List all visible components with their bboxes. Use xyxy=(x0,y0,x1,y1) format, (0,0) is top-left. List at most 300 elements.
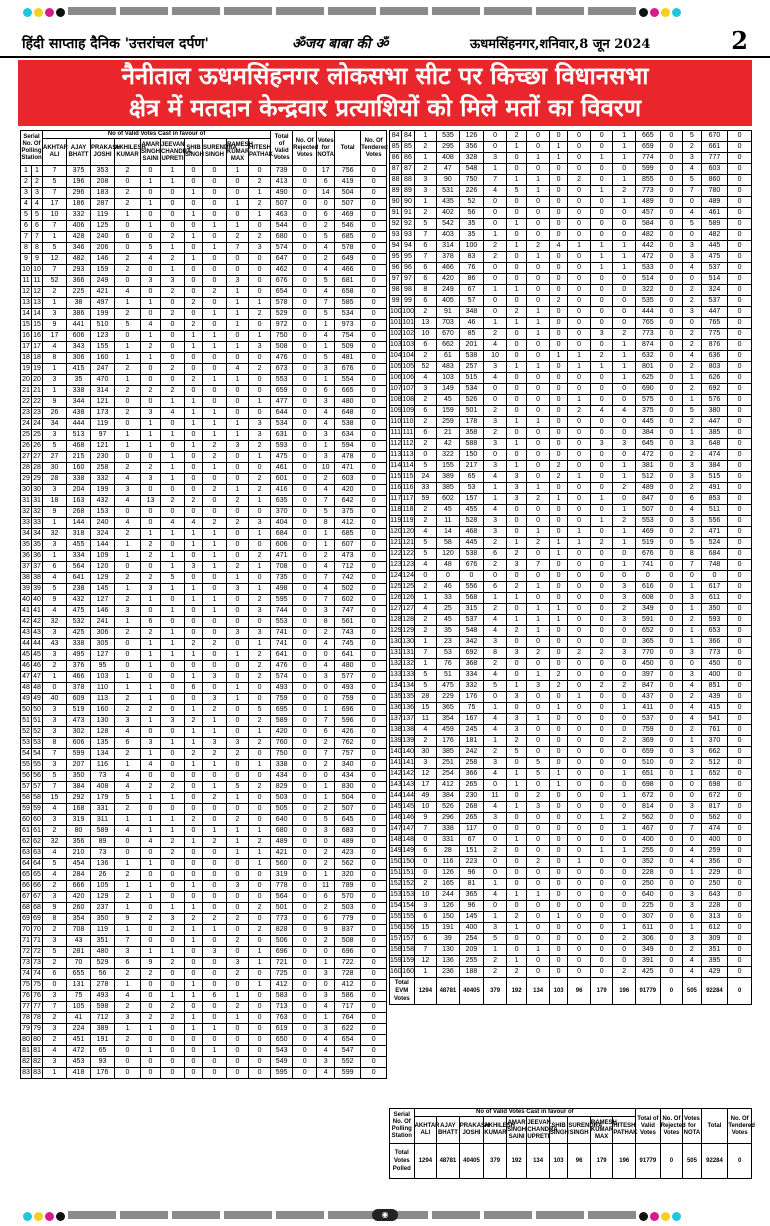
table-cell: 0 xyxy=(141,375,161,386)
table-cell: 30 xyxy=(414,747,437,758)
table-cell: 2 xyxy=(115,705,141,716)
table-row xyxy=(390,494,752,505)
table-cell: 400 xyxy=(635,835,660,846)
table-cell: 681 xyxy=(335,276,361,287)
table-cell: 0 xyxy=(293,716,317,727)
table-cell: 51 xyxy=(21,716,32,727)
table-cell: 2 xyxy=(613,516,636,527)
table-cell: 2 xyxy=(484,967,507,978)
table-cell: 0 xyxy=(203,188,227,199)
table-cell: 0 xyxy=(590,615,613,626)
table-cell: 99 xyxy=(390,296,402,307)
table-cell: 0 xyxy=(527,725,550,736)
table-cell: 1 xyxy=(185,397,203,408)
registration-bar xyxy=(224,7,272,15)
table-cell: 71 xyxy=(32,936,43,947)
table-cell: 2 xyxy=(43,1035,67,1046)
table-cell: 2 xyxy=(683,692,701,703)
table-cell: 132 xyxy=(390,659,402,670)
registration-dot-icon xyxy=(34,1212,43,1221)
table-cell: 853 xyxy=(701,494,728,505)
table-cell: 601 xyxy=(271,474,293,485)
table-cell: 3 xyxy=(414,758,437,769)
table-cell: 0 xyxy=(414,571,437,582)
table-cell: 254 xyxy=(437,769,460,780)
table-cell: 0 xyxy=(185,430,203,441)
table-cell: 0 xyxy=(249,221,271,232)
table-cell: 507 xyxy=(635,505,660,516)
table-cell: 0 xyxy=(590,956,613,967)
table-cell: 131 xyxy=(402,648,414,659)
table-cell: 117 xyxy=(459,824,484,835)
table-cell: 0 xyxy=(141,309,161,320)
table-cell: 0 xyxy=(141,980,161,991)
table-cell: 385 xyxy=(437,483,460,494)
table-cell: 3 xyxy=(203,738,227,749)
table-cell: 0 xyxy=(115,276,141,287)
table-cell: 6 xyxy=(115,232,141,243)
table-cell: 3 xyxy=(161,914,185,925)
table-cell: 0 xyxy=(293,309,317,320)
table-cell: 7 xyxy=(227,243,249,254)
table-cell: 0 xyxy=(249,320,271,331)
table-cell: 0 xyxy=(185,892,203,903)
table-cell: 2 xyxy=(317,474,335,485)
table-cell: 128 xyxy=(390,615,402,626)
table-cell: 1 xyxy=(484,879,507,890)
table-cell: 1 xyxy=(249,760,271,771)
table-cell: 0 xyxy=(361,485,387,496)
table-cell: 0 xyxy=(590,758,613,769)
summary-value-cell: 505 xyxy=(683,1144,701,1179)
table-row xyxy=(21,969,387,980)
table-cell: 472 xyxy=(635,450,660,461)
table-cell: 1 xyxy=(227,694,249,705)
table-cell: 112 xyxy=(402,439,414,450)
table-cell: 160 xyxy=(67,463,91,474)
table-row xyxy=(390,615,752,626)
table-cell: 0 xyxy=(660,912,683,923)
table-cell: 4 xyxy=(549,241,567,252)
registration-bar xyxy=(588,1211,636,1219)
table-row xyxy=(390,736,752,747)
table-cell: 16 xyxy=(21,331,32,342)
table-cell: 3 xyxy=(43,716,67,727)
table-cell: 0 xyxy=(249,375,271,386)
table-cell: 0 xyxy=(527,395,550,406)
table-cell: 313 xyxy=(701,912,728,923)
table-cell: 95 xyxy=(390,252,402,263)
table-cell: 1 xyxy=(590,846,613,857)
table-cell: 0 xyxy=(728,263,752,274)
table-cell: 5 xyxy=(683,406,701,417)
table-cell: 5 xyxy=(484,681,507,692)
table-cell: 92 xyxy=(390,219,402,230)
table-cell: 126 xyxy=(437,901,460,912)
table-cell: 0 xyxy=(414,835,437,846)
table-cell: 5 xyxy=(317,353,335,364)
table-cell: 0 xyxy=(590,164,613,175)
table-cell: 1 xyxy=(203,727,227,738)
table-cell: 0 xyxy=(549,813,567,824)
newspaper-name: हिंदी साप्ताह दैनिक 'उत्तरांचल दर्पण' xyxy=(22,35,209,52)
table-cell: 480 xyxy=(335,661,361,672)
table-cell: 2 xyxy=(115,386,141,397)
table-row xyxy=(21,705,387,716)
table-cell: 210 xyxy=(67,848,91,859)
table-cell: 129 xyxy=(91,892,115,903)
table-cell: 0 xyxy=(660,670,683,681)
table-cell: 0 xyxy=(613,450,636,461)
table-cell: 113 xyxy=(91,694,115,705)
table-cell: 489 xyxy=(335,837,361,848)
table-cell: 1 xyxy=(115,903,141,914)
table-cell: 735 xyxy=(271,573,293,584)
table-cell: 0 xyxy=(506,846,527,857)
table-cell: 0 xyxy=(728,329,752,340)
table-cell: 0 xyxy=(161,617,185,628)
table-cell: 0 xyxy=(293,639,317,650)
table-cell: 0 xyxy=(361,980,387,991)
total-cell: 48781 xyxy=(437,978,460,1005)
table-cell: 89 xyxy=(91,837,115,848)
registration-bar xyxy=(328,7,376,15)
table-cell: 3 xyxy=(43,1057,67,1068)
table-cell: 73 xyxy=(21,958,32,969)
table-cell: 159 xyxy=(390,956,402,967)
table-cell: 0 xyxy=(613,901,636,912)
table-row xyxy=(21,925,387,936)
table-cell: 0 xyxy=(568,263,591,274)
table-row xyxy=(21,595,387,606)
table-cell: 4 xyxy=(317,265,335,276)
column-header: Total xyxy=(335,131,361,166)
total-cell: 0 xyxy=(660,978,683,1005)
table-cell: 0 xyxy=(203,771,227,782)
table-cell: 0 xyxy=(293,562,317,573)
table-row xyxy=(21,441,387,452)
table-cell: 0 xyxy=(728,549,752,560)
table-cell: 0 xyxy=(660,252,683,263)
table-cell: 0 xyxy=(728,406,752,417)
table-cell: 3 xyxy=(227,958,249,969)
table-cell: 0 xyxy=(361,881,387,892)
table-cell: 0 xyxy=(293,628,317,639)
table-cell: 1 xyxy=(141,683,161,694)
table-cell: 0 xyxy=(484,142,507,153)
table-cell: 0 xyxy=(293,254,317,265)
table-cell: 199 xyxy=(91,485,115,496)
table-cell: 599 xyxy=(635,164,660,175)
table-cell: 176 xyxy=(91,1068,115,1079)
table-cell: 0 xyxy=(728,835,752,846)
table-cell: 0 xyxy=(568,153,591,164)
table-cell: 54 xyxy=(32,749,43,760)
table-cell: 0 xyxy=(660,395,683,406)
table-cell: 7 xyxy=(414,230,437,241)
table-cell: 0 xyxy=(506,329,527,340)
table-cell: 90 xyxy=(437,175,460,186)
table-cell: 507 xyxy=(271,199,293,210)
table-cell: 510 xyxy=(635,758,660,769)
table-cell: 1 xyxy=(203,419,227,430)
table-cell: 0 xyxy=(590,659,613,670)
table-cell: 0 xyxy=(506,296,527,307)
table-cell: 2 xyxy=(249,925,271,936)
table-cell: 0 xyxy=(549,384,567,395)
table-cell: 419 xyxy=(335,177,361,188)
table-cell: 4 xyxy=(683,857,701,868)
table-row xyxy=(21,694,387,705)
table-cell: 3 xyxy=(683,648,701,659)
registration-dot-icon xyxy=(661,8,670,17)
table-cell: 1 xyxy=(506,219,527,230)
table-cell: 0 xyxy=(185,628,203,639)
table-row xyxy=(390,868,752,879)
table-cell: 0 xyxy=(549,406,567,417)
table-cell: 0 xyxy=(141,672,161,683)
table-cell: 1 xyxy=(185,595,203,606)
table-cell: 0 xyxy=(728,604,752,615)
table-cell: 1 xyxy=(203,1046,227,1057)
table-cell: 0 xyxy=(590,736,613,747)
table-cell: 342 xyxy=(459,637,484,648)
table-cell: 0 xyxy=(115,507,141,518)
table-cell: 19 xyxy=(21,364,32,375)
table-cell: 6 xyxy=(414,846,437,857)
table-cell: 126 xyxy=(390,593,402,604)
table-cell: 595 xyxy=(271,595,293,606)
table-cell: 2 xyxy=(161,287,185,298)
table-cell: 127 xyxy=(91,650,115,661)
table-cell: 332 xyxy=(459,681,484,692)
table-cell: 1 xyxy=(141,353,161,364)
table-cell: 0 xyxy=(227,1046,249,1057)
table-cell: 107 xyxy=(402,384,414,395)
table-cell: 0 xyxy=(293,463,317,474)
table-cell: 0 xyxy=(361,243,387,254)
table-cell: 0 xyxy=(728,637,752,648)
table-cell: 529 xyxy=(91,958,115,969)
table-row xyxy=(390,461,752,472)
table-cell: 0 xyxy=(185,870,203,881)
table-row xyxy=(21,793,387,804)
table-cell: 2 xyxy=(506,912,527,923)
table-cell: 0 xyxy=(361,430,387,441)
table-cell: 33 xyxy=(437,593,460,604)
table-cell: 0 xyxy=(293,804,317,815)
registration-bar xyxy=(536,1211,584,1219)
table-cell: 0 xyxy=(161,221,185,232)
table-cell: 3 xyxy=(249,430,271,441)
table-row xyxy=(21,408,387,419)
table-cell: 33 xyxy=(21,518,32,529)
table-row xyxy=(21,848,387,859)
table-cell: 0 xyxy=(293,826,317,837)
table-cell: 86 xyxy=(402,153,414,164)
table-cell: 828 xyxy=(271,925,293,936)
table-cell: 0 xyxy=(203,892,227,903)
table-cell: 0 xyxy=(590,725,613,736)
table-cell: 757 xyxy=(335,749,361,760)
table-cell: 676 xyxy=(335,364,361,375)
table-cell: 0 xyxy=(660,615,683,626)
table-cell: 0 xyxy=(728,252,752,263)
table-cell: 0 xyxy=(141,804,161,815)
table-cell: 153 xyxy=(91,507,115,518)
table-cell: 249 xyxy=(437,285,460,296)
table-cell: 1 xyxy=(185,419,203,430)
table-cell: 152 xyxy=(390,879,402,890)
table-cell: 0 xyxy=(549,857,567,868)
table-cell: 17 xyxy=(414,780,437,791)
table-cell: 0 xyxy=(728,571,752,582)
table-cell: 0 xyxy=(527,813,550,824)
table-cell: 0 xyxy=(568,868,591,879)
table-cell: 0 xyxy=(293,320,317,331)
table-cell: 0 xyxy=(361,419,387,430)
table-cell: 3 xyxy=(317,969,335,980)
table-cell: 696 xyxy=(335,947,361,958)
table-cell: 1 xyxy=(43,232,67,243)
table-cell: 1 xyxy=(141,815,161,826)
table-cell: 2 xyxy=(115,188,141,199)
table-cell: 0 xyxy=(361,826,387,837)
table-cell: 0 xyxy=(568,736,591,747)
table-cell: 0 xyxy=(293,881,317,892)
table-cell: 103 xyxy=(402,340,414,351)
table-cell: 0 xyxy=(293,1035,317,1046)
table-cell: 556 xyxy=(459,582,484,593)
table-cell: 0 xyxy=(613,626,636,637)
table-cell: 0 xyxy=(549,285,567,296)
table-cell: 0 xyxy=(293,452,317,463)
table-cell: 1 xyxy=(549,615,567,626)
table-row xyxy=(21,573,387,584)
table-cell: 81 xyxy=(32,1046,43,1057)
table-cell: 0 xyxy=(613,208,636,219)
table-cell: 754 xyxy=(335,331,361,342)
table-cell: 0 xyxy=(361,771,387,782)
table-cell: 2 xyxy=(484,329,507,340)
table-cell: 0 xyxy=(527,505,550,516)
table-cell: 3 xyxy=(506,483,527,494)
table-cell: 2 xyxy=(227,815,249,826)
table-cell: 7 xyxy=(317,749,335,760)
table-cell: 1 xyxy=(185,441,203,452)
table-cell: 160 xyxy=(390,967,402,978)
table-cell: 296 xyxy=(67,188,91,199)
table-cell: 2 xyxy=(613,736,636,747)
table-cell: 0 xyxy=(484,835,507,846)
table-cell: 773 xyxy=(701,648,728,659)
table-cell: 0 xyxy=(361,650,387,661)
table-cell: 2 xyxy=(317,254,335,265)
table-cell: 2 xyxy=(32,177,43,188)
table-cell: 0 xyxy=(293,386,317,397)
table-row xyxy=(390,714,752,725)
table-cell: 0 xyxy=(361,958,387,969)
table-cell: 0 xyxy=(185,287,203,298)
table-cell: 0 xyxy=(293,177,317,188)
table-cell: 0 xyxy=(185,782,203,793)
column-header: Total of Valid Votes xyxy=(271,131,293,166)
table-cell: 126 xyxy=(437,868,460,879)
table-cell: 0 xyxy=(613,912,636,923)
table-cell: 0 xyxy=(185,804,203,815)
table-cell: 1 xyxy=(141,793,161,804)
table-cell: 3 xyxy=(43,375,67,386)
table-cell: 0 xyxy=(361,837,387,848)
table-cell: 0 xyxy=(249,463,271,474)
table-cell: 53 xyxy=(437,648,460,659)
table-cell: 1 xyxy=(506,461,527,472)
table-cell: 0 xyxy=(549,582,567,593)
table-cell: 1 xyxy=(115,815,141,826)
table-cell: 2 xyxy=(161,309,185,320)
table-cell: 2 xyxy=(141,540,161,551)
table-cell: 51 xyxy=(437,670,460,681)
table-cell: 4 xyxy=(317,331,335,342)
table-cell: 537 xyxy=(635,714,660,725)
table-cell: 80 xyxy=(32,1035,43,1046)
table-cell: 0 xyxy=(293,661,317,672)
registration-dot-icon xyxy=(650,8,659,17)
table-cell: 564 xyxy=(271,892,293,903)
table-cell: 429 xyxy=(701,967,728,978)
table-cell: 207 xyxy=(67,760,91,771)
table-cell: 1 xyxy=(115,859,141,870)
table-cell: 0 xyxy=(728,648,752,659)
table-cell: 57 xyxy=(32,782,43,793)
table-cell: 0 xyxy=(660,230,683,241)
table-cell: 278 xyxy=(91,980,115,991)
table-cell: 491 xyxy=(701,483,728,494)
table-row xyxy=(21,562,387,573)
table-cell: 552 xyxy=(335,1057,361,1068)
table-cell: 124 xyxy=(390,571,402,582)
table-cell: 778 xyxy=(271,881,293,892)
table-cell: 0 xyxy=(249,991,271,1002)
table-cell: 380 xyxy=(701,406,728,417)
table-cell: 0 xyxy=(728,747,752,758)
table-cell: 0 xyxy=(568,164,591,175)
table-cell: 165 xyxy=(437,879,460,890)
table-cell: 2 xyxy=(185,749,203,760)
table-cell: 0 xyxy=(590,384,613,395)
table-cell: 3 xyxy=(317,364,335,375)
table-cell: 6 xyxy=(317,892,335,903)
table-cell: 95 xyxy=(402,252,414,263)
table-cell: 0 xyxy=(293,848,317,859)
table-cell: 0 xyxy=(115,177,141,188)
registration-bar xyxy=(380,7,428,15)
table-cell: 1 xyxy=(613,131,636,142)
summary-value-cell: 179 xyxy=(590,1144,613,1179)
table-cell: 0 xyxy=(660,648,683,659)
table-cell: 703 xyxy=(437,318,460,329)
table-cell: 4 xyxy=(115,991,141,1002)
table-cell: 770 xyxy=(635,648,660,659)
table-cell: 0 xyxy=(249,617,271,628)
table-cell: 3 xyxy=(613,648,636,659)
table-row xyxy=(390,824,752,835)
table-row xyxy=(21,1057,387,1068)
table-cell: 0 xyxy=(115,562,141,573)
table-cell: 27 xyxy=(43,452,67,463)
table-cell: 721 xyxy=(271,958,293,969)
table-cell: 837 xyxy=(335,925,361,936)
